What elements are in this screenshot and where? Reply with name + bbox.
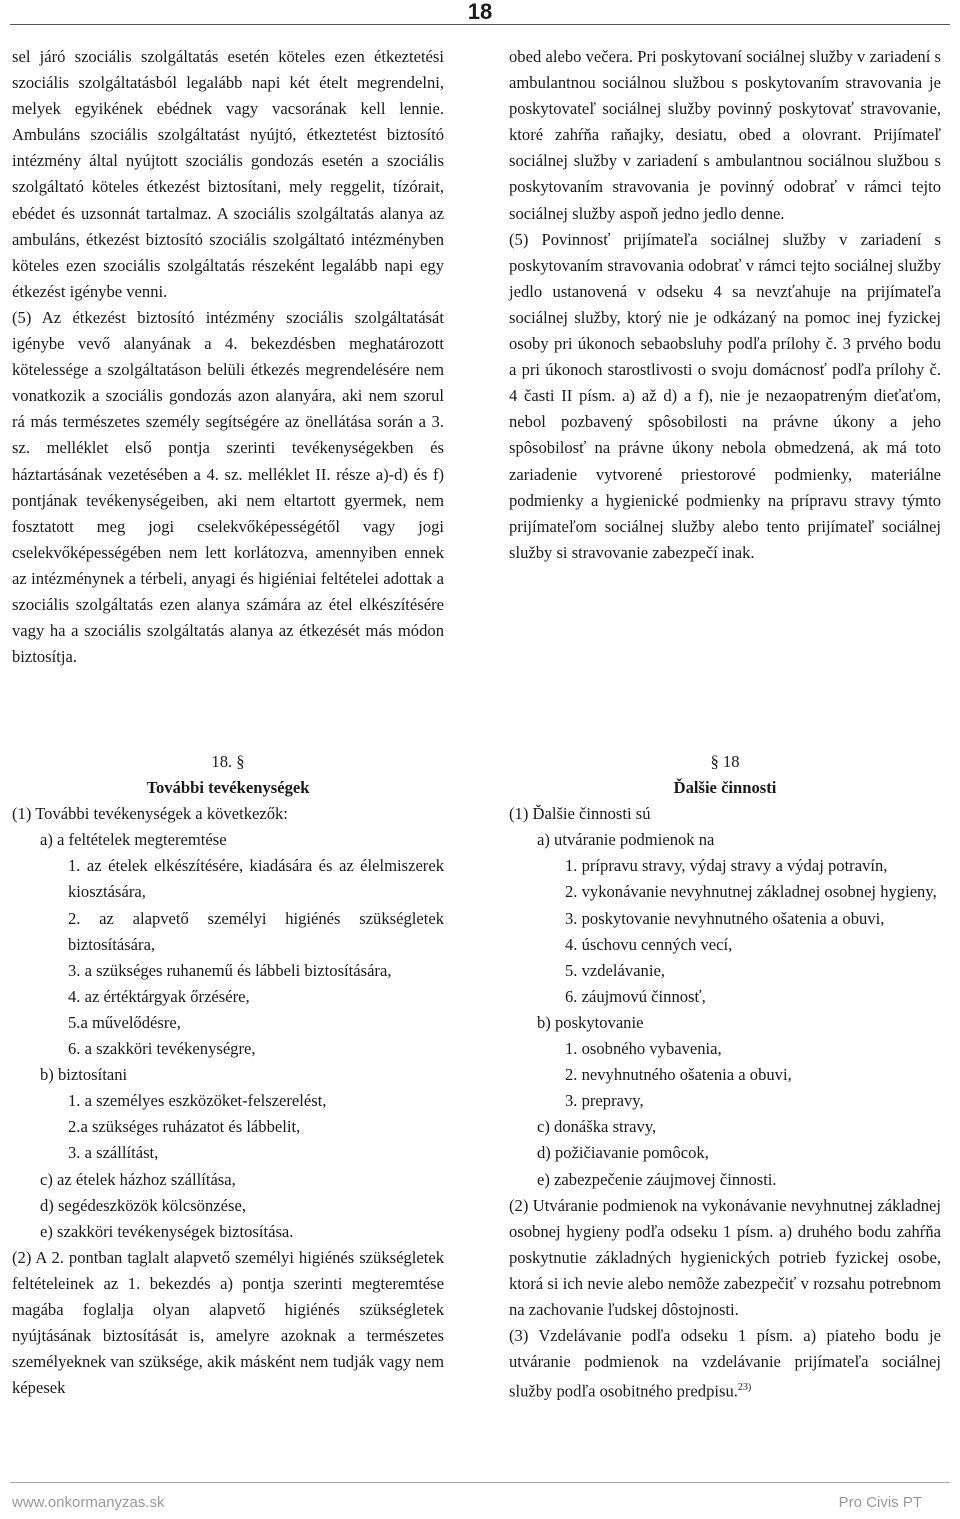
sk-intro-paragraph: (5) Povinnosť prijímateľa sociálnej služby v zariadení s poskytovaním stravovania odobrať v rámci tejto sociálnej služby jedlo ustanovená v odseku 4 sa nevzťahuje na prijímateľa sociálnej služby, ktorý nie je odkázaný na pomoc inej fyzickej osoby pri úkonoch sebaobsluhy podľa prílohy č. 3 prvého bodu a pri úkonoch starostlivosti o svoju domácnosť podľa prílohy č. 4 časti II písm. a) až d) a f), nie je nezaopatreným dieťaťom, nebol pozbavený spôsobilosti na právne úkony a jeho spôsobilosť na právne úkony nebola obmedzená, ak má toto zariadenie vytvorené priestorové podmienky, materiálne podmienky a hygienické podmienky na prípravu stravy týmto prijímateľom sociálnej služby alebo tento prijímateľ sociálnej služby si stravovanie zabezpečí inak. [509, 229, 941, 562]
list-item-a: a) a feltételek megteremtése [40, 830, 227, 850]
footer-rule [10, 1482, 950, 1483]
page-header [0, 0, 960, 36]
list-subitem: 3. a szükséges ruhanemű és lábbeli biztosítására, [68, 960, 392, 980]
paragraph-2: (2) A 2. pontban taglalt alapvető személyi higiénés szükségletek feltételeinek az 1. bekezdés a) pontja szerinti megteremtése magába foglalja olyan alapvető higiénés szükségletek nyújtásának biztosítását is, amelyre azoknak a természetes személyeknek van szüksége, akik másként nem tudják vagy nem képesek [12, 1247, 444, 1398]
list-subitem: 1. osobného vybavenia, [565, 1039, 722, 1059]
list-item-e: e) szakköri tevékenységek biztosítása. [40, 1221, 294, 1241]
list-item-c: c) donáška stravy, [537, 1117, 657, 1137]
list-subitem: 6. záujmovú činnosť, [565, 986, 706, 1006]
hu-intro-paragraph: sel járó szociális szolgáltatás esetén köteles ezen étkeztetési szociális szolgáltatásból legalább napi két ételt megrendelni, melyek egyikének ebédnek vagy vacsorának kell lennie. Ambuláns szociális szolgáltatást nyújtó, étkeztetést biztosító intézmény által nyújtott szociális gondozás esetén a szociális szolgáltató köteles étkezést biztosítani, mely reggelit, tízórait, ebédet és uzsonnát tartalmaz. A szociális szolgáltatás alanya az ambuláns, étkezést biztosító szociális szolgáltató intézményben köteles ezen szociális szolgáltatás részeként legalább napi egy étkezést igénybe venni. [12, 47, 444, 301]
hu-intro-paragraph: (5) Az étkezést biztosító intézmény szociális szolgáltatását igénybe vevő alanyának a 4. bekezdésben meghatározott kötelessége a szolgáltatáson belüli étkezés megrendelésére nem vonatkozik a szociális gondozás azon alanyára, aki nem szorul rá más természetes személy segítségére az önellátása során a 3. sz. melléklet első pontja szerinti tevékenységekben és háztartásának vezetésében a 4. sz. melléklet II. része a)-d) és f) pontjának tevékenységeiben, aki nem eltartott gyermek, nem fosztatott meg jogi cselekvőképességétől vagy jogi cselekvőképességében nem lett korlátozva, amennyiben ennek az intézménynek a térbeli, anyagi és higiéniai feltételei adottak a szociális szolgáltatás ezen alanya számára az étel elkészítésére vagy ha a szociális szolgáltatás alanya az étkezését más módon biztosítja. [12, 307, 444, 667]
list-item-b: b) biztosítani [40, 1065, 128, 1085]
list-subitem: 2. vykonávanie nevyhnutnej základnej osobnej hygieny, [565, 882, 937, 902]
list-item-d: d) požičiavanie pomôcok, [537, 1143, 709, 1163]
list-subitem: 4. úschovu cenných vecí, [565, 934, 733, 954]
section-title: Ďalšie činnosti [673, 778, 777, 798]
list-subitem: 1. a személyes eszközöket-felszerelést, [68, 1091, 327, 1111]
sk-intro-paragraph: obed alebo večera. Pri poskytovaní sociálnej služby v zariadení s ambulantnou sociálnou službou s poskytovaním stravovania je poskytovateľ sociálnej služby povinný poskytovať stravovanie, ktoré zahŕňa raňajky, desiatu, obed a olovrant. Prijímateľ sociálnej služby v zariadení s ambulantnou sociálnou službou s poskytovaním stravovania je povinný odobrať v rámci tejto sociálnej služby aspoň jedno jedlo denne. [509, 47, 941, 223]
paragraph-3 [509, 1323, 941, 1405]
hungarian-intro-column [12, 44, 444, 670]
list-item-a: a) utváranie podmienok na [537, 830, 715, 850]
list-subitem: 3. a szállítást, [68, 1143, 159, 1163]
paragraph-3-text: (3) Vzdelávanie podľa odseku 1 písm. a) piateho bodu je utváranie podmienok na vzdelávanie prijímateľa sociálnej služby podľa osobitného predpisu. [509, 1326, 941, 1401]
section-lead: (1) További tevékenységek a következők: [12, 804, 288, 824]
section-number: 18. § [211, 752, 245, 771]
footer-website: www.onkormanyzas.sk [12, 1494, 165, 1511]
list-subitem: 2. nevyhnutného ošatenia a obuvi, [565, 1065, 792, 1085]
hungarian-section-18 [12, 749, 444, 1401]
list-item-e: e) zabezpečenie záujmovej činnosti. [537, 1169, 777, 1189]
list-subitem: 1. az ételek elkészítésére, kiadására és az élelmiszerek kiosztására, [68, 856, 444, 902]
slovak-intro-column [509, 44, 941, 566]
header-rule [10, 24, 950, 25]
slovak-section-18 [509, 749, 941, 1405]
list-subitem: 4. az értéktárgyak őrzésére, [68, 986, 250, 1006]
list-subitem: 3. prepravy, [565, 1091, 644, 1111]
section-title: További tevékenységek [146, 778, 310, 798]
list-subitem: 2.a szükséges ruházatot és lábbelit, [68, 1117, 301, 1137]
list-subitem: 5. vzdelávanie, [565, 960, 665, 980]
list-subitem: 5.a művelődésre, [68, 1012, 181, 1032]
section-lead: (1) Ďalšie činnosti sú [509, 804, 651, 824]
list-subitem: 6. a szakköri tevékenységre, [68, 1039, 256, 1059]
page-number: 18 [467, 0, 493, 24]
list-item-d: d) segédeszközök kölcsönzése, [40, 1195, 246, 1215]
list-item-b: b) poskytovanie [537, 1012, 644, 1032]
paragraph-2: (2) Utváranie podmienok na vykonávanie nevyhnutnej základnej osobnej hygieny podľa odseku 1 písm. a) druhého bodu zahŕňa poskytnutie základných hygienických potrieb fyzickej osobe, ktorá si ich nevie alebo nemôže zabezpečiť v rozsahu potrebnom na zachovanie ľudskej dôstojnosti. [509, 1195, 941, 1319]
list-item-c: c) az ételek házhoz szállítása, [40, 1169, 236, 1189]
section-number: § 18 [710, 752, 740, 771]
list-subitem: 1. prípravu stravy, výdaj stravy a výdaj potravín, [565, 856, 888, 876]
footnote-reference: 23) [737, 1382, 752, 1394]
footer-publisher: Pro Civis PT [838, 1494, 922, 1511]
list-subitem: 3. poskytovanie nevyhnutného ošatenia a obuvi, [565, 908, 885, 928]
list-subitem: 2. az alapvető személyi higiénés szükségletek biztosítására, [68, 908, 444, 954]
